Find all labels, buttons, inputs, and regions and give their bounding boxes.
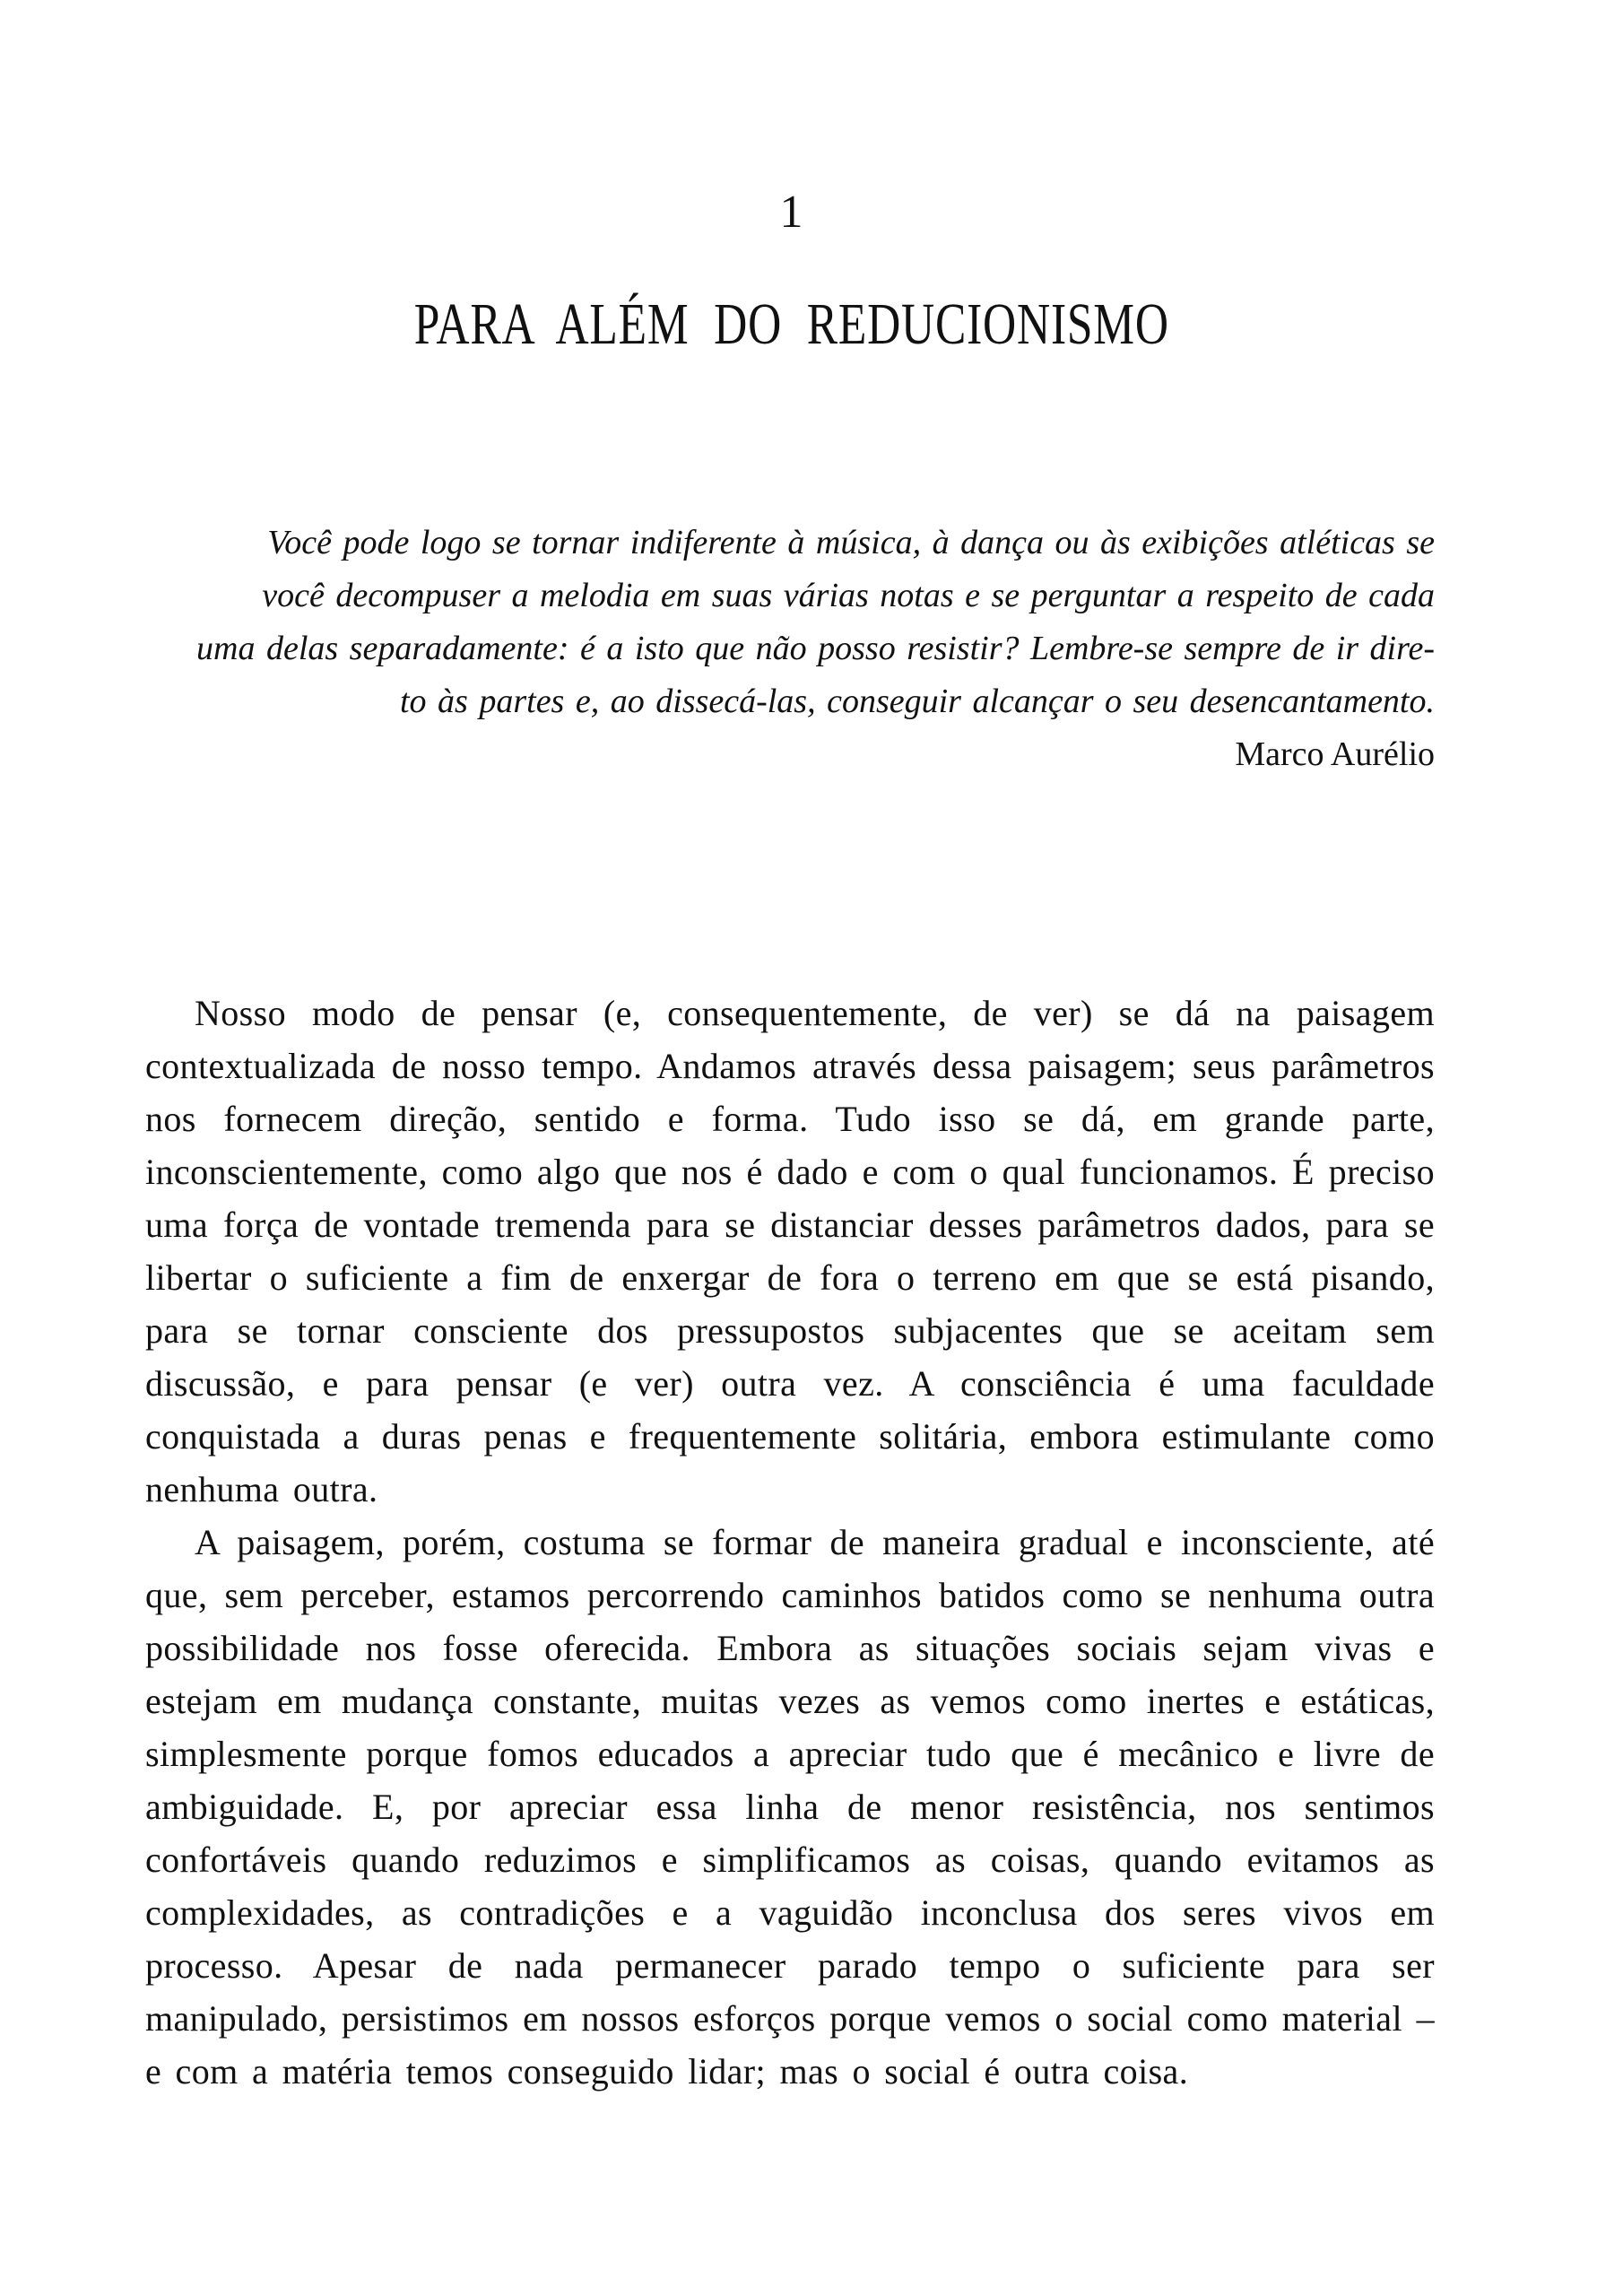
- body-text: [145, 987, 1435, 2098]
- chapter-number: 1: [779, 187, 803, 238]
- epigraph: [108, 517, 1435, 781]
- paragraph: A paisagem, porém, costuma se formar de maneira gradual e inconsciente, até que, sem perceber, estamos percorrendo caminhos batidos como se nenhuma outra possibilidade nos fosse oferecida. Embora as situações sociais sejam vivas e estejam em mudança constante, muitas vezes as vemos como inertes e estáticas, simplesmente porque fomos educados a apreciar tudo que é mecânico e livre de ambiguidade. E, por apreciar essa linha de menor resistência, nos sentimos confortáveis quando reduzimos e simplificamos as coisas, quando evitamos as complexidades, as contradições e a vaguidão inconclusa dos seres vivos em processo. Apesar de nada permanecer parado tempo o suficiente para ser manipulado, persistimos em nossos esforços porque vemos o social como material – e com a matéria temos conseguido lidar; mas o social é outra coisa.: [145, 1522, 1435, 2092]
- chapter-title-text: PARA ALÉM DO REDUCIONISMO: [413, 291, 1169, 357]
- epigraph-attribution: Marco Aurélio: [1235, 735, 1435, 773]
- epigraph-line: to às partes e, ao dissecá-las, conseguir alcançar o seu desencantamento.: [400, 683, 1435, 720]
- paragraph: Nosso modo de pensar (e, consequentemente, de ver) se dá na paisagem contextualizada de nosso tempo. Andamos através dessa paisagem; seus parâmetros nos fornecem direção, sentido e forma. Tudo isso se dá, em grande parte, inconscientemente, como algo que nos é dado e com o qual funcionamos. É preciso uma força de vontade tremenda para se distanciar desses parâmetros dados, para se libertar o suficiente a fim de enxergar de fora o terreno em que se está pisando, para se tornar consciente dos pressupostos subjacentes que se aceitam sem discussão, e para pensar (e ver) outra vez. A consciência é uma faculdade conquistada a duras penas e frequentemente solitária, embora estimulante como nenhuma outra.: [145, 993, 1435, 1509]
- epigraph-line: uma delas separadamente: é a isto que não posso resistir? Lembre-se sempre de ir dire-: [196, 630, 1435, 667]
- chapter-title: [148, 291, 1435, 357]
- epigraph-line: você decompuser a melodia em suas várias notas e se perguntar a respeito de cada: [262, 577, 1435, 614]
- epigraph-line: Você pode logo se tornar indiferente à música, à dança ou às exibições atléticas se: [267, 524, 1435, 561]
